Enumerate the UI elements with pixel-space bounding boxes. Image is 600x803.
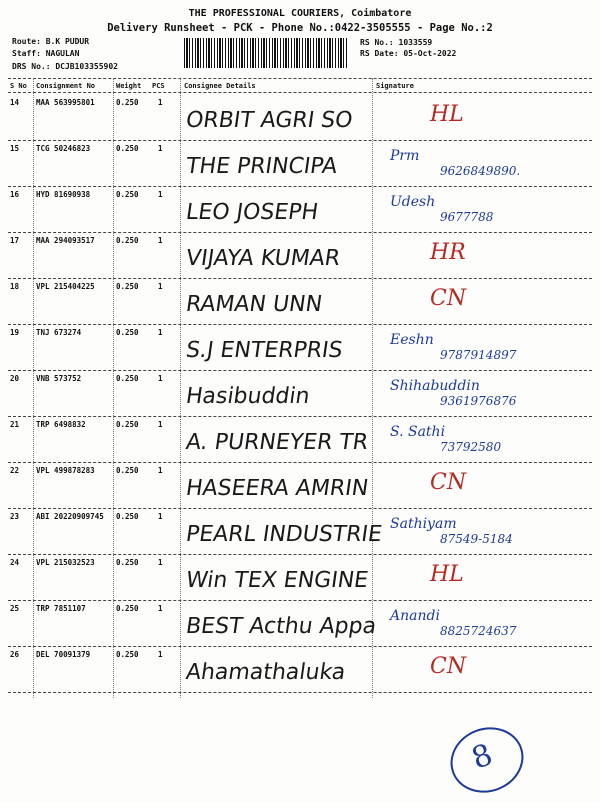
row-pcs: 1 [158, 512, 163, 521]
row-sno: 20 [10, 374, 20, 383]
row-signature: Shihabuddin [390, 378, 480, 394]
row-pcs: 1 [158, 98, 163, 107]
row-phone-note: 9626849890. [440, 164, 521, 178]
col-sno: S No [10, 82, 27, 90]
header-rule [8, 92, 592, 93]
row-pcs: 1 [158, 558, 163, 567]
row-consignment-no: HYD 81690938 [36, 190, 91, 199]
row-signature: CN [430, 470, 467, 495]
row-divider [8, 278, 592, 279]
row-weight: 0.250 [116, 420, 139, 429]
row-weight: 0.250 [116, 650, 139, 659]
row-consignee: A. PURNEYER TR [184, 430, 370, 455]
row-sno: 14 [10, 98, 20, 107]
col-divider [372, 78, 373, 698]
row-weight: 0.250 [116, 604, 139, 613]
row-sno: 24 [10, 558, 20, 567]
row-consignment-no: TNJ 673274 [36, 328, 82, 337]
row-signature: Eeshn [390, 332, 434, 348]
row-consignment-no: TCG 50246823 [36, 144, 91, 153]
row-pcs: 1 [158, 650, 163, 659]
row-consignee: BEST Acthu Appa [184, 614, 378, 639]
runsheet-subtitle: Delivery Runsheet - PCK - Phone No.:0422-3505555 - Page No.:2 [107, 22, 493, 34]
row-sno: 23 [10, 512, 20, 521]
row-sno: 17 [10, 236, 20, 245]
col-weight: Weight [116, 82, 142, 90]
row-consignment-no: MAA 294093517 [36, 236, 95, 245]
col-divider [180, 78, 181, 698]
row-pcs: 1 [158, 604, 163, 613]
row-phone-note: 8825724637 [440, 624, 517, 638]
row-divider [8, 324, 592, 325]
row-sno: 21 [10, 420, 20, 429]
row-phone-note: 87549-5184 [440, 532, 513, 546]
row-consignee: Hasibuddin [184, 384, 312, 409]
row-weight: 0.250 [116, 512, 139, 521]
col-divider [113, 78, 114, 698]
row-pcs: 1 [158, 374, 163, 383]
row-pcs: 1 [158, 236, 163, 245]
col-signature: Signature [376, 82, 414, 90]
row-signature: CN [430, 286, 467, 311]
row-divider [8, 600, 592, 601]
row-consignee: VIJAYA KUMAR [184, 246, 342, 271]
circled-count [441, 717, 532, 802]
row-consignment-no: VPL 499878283 [36, 466, 95, 475]
staff-label: Staff: NAGULAN [12, 49, 80, 58]
drs-number: DRS No.: DCJB103355902 [12, 62, 118, 71]
row-sno: 25 [10, 604, 20, 613]
row-sno: 18 [10, 282, 20, 291]
row-pcs: 1 [158, 328, 163, 337]
row-weight: 0.250 [116, 98, 139, 107]
row-consignment-no: MAA 563995801 [36, 98, 95, 107]
col-divider [33, 78, 34, 698]
rs-number: RS No.: 1033559 [360, 38, 433, 47]
row-signature: HL [430, 562, 464, 587]
barcode [184, 38, 349, 68]
row-pcs: 1 [158, 466, 163, 475]
row-sno: 16 [10, 190, 20, 199]
row-divider [8, 508, 592, 509]
row-sno: 19 [10, 328, 20, 337]
row-signature: HL [430, 102, 464, 127]
row-divider [8, 416, 592, 417]
row-consignee: Ahamathaluka [184, 660, 348, 685]
row-weight: 0.250 [116, 374, 139, 383]
circled-number: 8 [467, 737, 498, 777]
row-pcs: 1 [158, 420, 163, 429]
col-consignment: Consignment No [36, 82, 96, 90]
row-divider [8, 186, 592, 187]
row-weight: 0.250 [116, 190, 139, 199]
row-consignee: HASEERA AMRIN [184, 476, 370, 501]
row-signature: Anandi [390, 608, 440, 624]
runsheet-title: THE PROFESSIONAL COURIERS, Coimbatore [188, 8, 412, 19]
row-consignment-no: VPL 215404225 [36, 282, 95, 291]
row-phone-note: 73792580 [440, 440, 502, 454]
row-pcs: 1 [158, 144, 163, 153]
row-pcs: 1 [158, 282, 163, 291]
row-weight: 0.250 [116, 328, 139, 337]
row-divider [8, 140, 592, 141]
row-sno: 15 [10, 144, 20, 153]
row-consignee: ORBIT AGRI SO [184, 108, 355, 133]
row-signature: HR [430, 240, 466, 265]
row-signature: Prm [390, 148, 420, 164]
row-pcs: 1 [158, 190, 163, 199]
row-weight: 0.250 [116, 558, 139, 567]
row-sno: 26 [10, 650, 20, 659]
row-consignment-no: ABI 20220909745 [36, 512, 104, 521]
row-divider [8, 232, 592, 233]
row-consignment-no: VNB 573752 [36, 374, 82, 383]
row-consignment-no: VPL 215032523 [36, 558, 95, 567]
row-divider [8, 554, 592, 555]
row-weight: 0.250 [116, 282, 139, 291]
row-phone-note: 9361976876 [440, 394, 517, 408]
row-divider [8, 692, 592, 693]
row-consignee: LEO JOSEPH [184, 200, 320, 225]
route-label: Route: B.K PUDUR [12, 37, 90, 46]
row-consignee: Win TEX ENGINE [184, 568, 370, 593]
row-signature: Sathiyam [390, 516, 457, 532]
row-consignment-no: DEL 70091379 [36, 650, 91, 659]
row-divider [8, 462, 592, 463]
row-consignment-no: TRP 7851107 [36, 604, 86, 613]
row-signature: Udesh [390, 194, 436, 210]
row-weight: 0.250 [116, 466, 139, 475]
row-consignee: PEARL INDUSTRIE [184, 522, 384, 547]
row-phone-note: 9787914897 [440, 348, 517, 362]
row-weight: 0.250 [116, 236, 139, 245]
table-top-rule [8, 78, 592, 79]
col-pcs: PCS [152, 82, 165, 90]
row-sno: 22 [10, 466, 20, 475]
row-signature: S. Sathi [390, 424, 446, 440]
rs-date: RS Date: 05-Oct-2022 [360, 49, 457, 58]
row-consignee: RAMAN UNN [184, 292, 324, 317]
row-weight: 0.250 [116, 144, 139, 153]
row-phone-note: 9677788 [440, 210, 494, 224]
col-consignee: Consignee Details [184, 82, 256, 90]
row-divider [8, 646, 592, 647]
row-consignee: S.J ENTERPRIS [184, 338, 345, 363]
row-consignee: THE PRINCIPA [184, 154, 339, 179]
row-divider [8, 370, 592, 371]
row-signature: CN [430, 654, 467, 679]
row-consignment-no: TRP 6498832 [36, 420, 86, 429]
